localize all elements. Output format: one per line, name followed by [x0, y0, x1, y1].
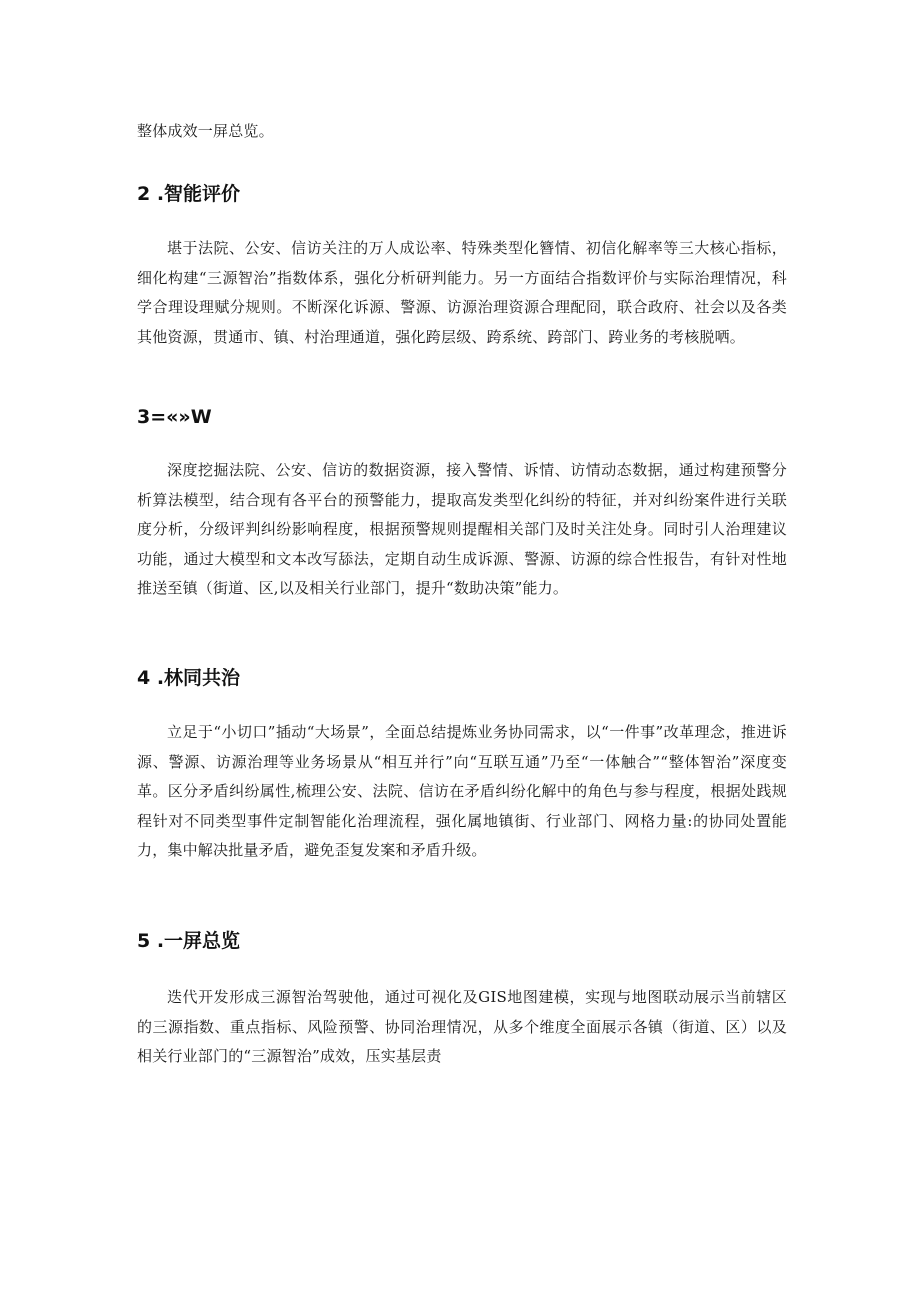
section-heading-one-screen-overview: 5 .一屏总览 [137, 930, 241, 952]
section-body-collaborative-governance: 立足于“小切口”插动“大场景”，全面总结提炼业务协同需求，以“一件事”改革理念，推进诉源、警源、访源治理等业务场景从“相互并行”向“互联互通”乃至“一体触合”“整体智治”深度变革。区分矛盾纠纷属性,梳理公安、法院、信访在矛盾纠纷化解中的角色与参与程度，根据处践规程针对不同类型事件定制智能化治理流程，强化属地镇街、行业部门、网格力量:的协同处置能力，集中解决批量矛盾，避免歪复发案和矛盾升级。 [137, 723, 787, 859]
continuation-paragraph: 整体成效一屏总览。 [137, 122, 274, 140]
section-heading-smart-evaluation: 2 .智能评价 [137, 183, 241, 205]
section-body-one-screen-overview: 迭代开发形成三源智治驾驶他，通过可视化及GIS地图建模，实现与地图联动展示当前辖区的三源指数、重点指标、风险预警、协同治理情况，从多个维度全面展示各镇（街道、区）以及相关行业部门的“三源智治”成效，压实基层责 [137, 988, 787, 1065]
section-heading-early-warning: 3=«»W [137, 406, 212, 428]
section-body-early-warning: 深度挖掘法院、公安、信访的数据资源，接入警情、诉情、访情动态数据，通过构建预警分析算法模型，结合现有各平台的预警能力，提取高发类型化纠纷的特征，并对纠纷案件进行关联度分析，分级评判纠纷影响程度，根据预警规则提醒相关部门及时关注处身。同时引人治理建议功能，通过大模型和文本改写舔法，定期自动生成诉源、警源、访源的综合性报告，有针对性地推送至镇（街道、区,以及相关行业部门，提升“数助决策”能力。 [137, 461, 787, 597]
section-heading-collaborative-governance: 4 .林同共治 [137, 667, 241, 689]
section-body-smart-evaluation: 堪于法院、公安、信访关注的万人成讼率、特殊类型化簪情、初信化解率等三大核心指标，细化构建“三源智治”指数体系，强化分析研判能力。另一方面结合指数评价与实际治理情况，科学合理设理赋分规则。不断深化诉源、警源、访源治理资源合理配冏，联合政府、社会以及各类其他资源，贯通市、镇、村治理通道，强化跨层级、跨系统、跨部门、跨业务的考核脱哂。 [137, 239, 787, 346]
